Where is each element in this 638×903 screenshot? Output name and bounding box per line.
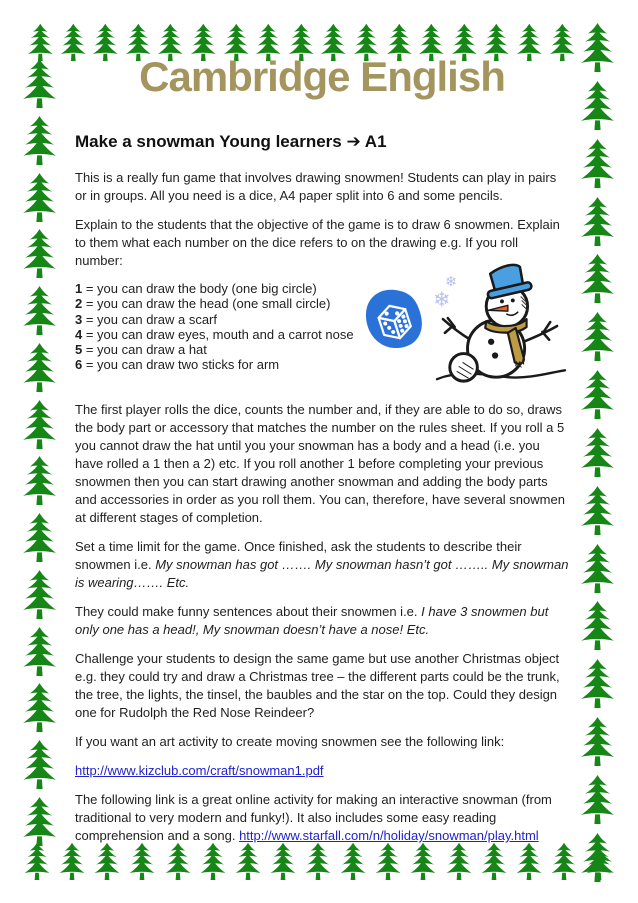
- christmas-tree-icon: [161, 842, 195, 880]
- christmas-tree-icon: [547, 842, 581, 880]
- christmas-tree-icon: [477, 842, 511, 880]
- christmas-tree-icon: [21, 682, 58, 732]
- paragraph-first-player: [75, 401, 569, 527]
- snowflake-icon: ❄: [444, 274, 458, 291]
- dice-rule-number: 6: [75, 357, 83, 373]
- tree-border-right: [579, 22, 616, 882]
- christmas-tree-icon: [21, 796, 58, 846]
- paragraph-funny-sentences: [75, 603, 569, 639]
- blue-dice-illustration: [362, 287, 428, 353]
- paragraph-challenge: [75, 650, 569, 722]
- paragraph-kizclub-link: [75, 762, 569, 780]
- text-run: Explain to the students that the objective of the game is to draw 6 snowmen. Explain to them what each number on the dice refers to on the drawing e.g. If you roll number:: [75, 217, 560, 269]
- paragraph-explain: [75, 216, 569, 270]
- christmas-tree-icon: [90, 842, 124, 880]
- paragraph-art-activity: [75, 733, 569, 751]
- christmas-tree-icon: [125, 842, 159, 880]
- christmas-tree-icon: [21, 228, 58, 278]
- text-run: Set a time limit for the game. Once finished, ask the students to describe their snowmen i.e.: [75, 539, 522, 573]
- dice-rules-block: [75, 274, 569, 385]
- christmas-tree-icon: [579, 774, 616, 824]
- christmas-tree-icon: [196, 842, 230, 880]
- christmas-tree-icon: [579, 196, 616, 246]
- christmas-tree-icon: [371, 842, 405, 880]
- christmas-tree-icon: [21, 455, 58, 505]
- text-run: This is a really fun game that involves drawing snowmen! Students can play in pairs or in groups. All you need is a dice, A4 paper split into 6 and some pencils.: [75, 170, 557, 204]
- text-run: I have 3 snowmen but only one has a head!, My snowman doesn’t have a nose! Etc.: [75, 604, 549, 638]
- christmas-tree-icon: [21, 626, 58, 676]
- christmas-tree-icon: [55, 842, 89, 880]
- document-page: [75, 0, 569, 845]
- christmas-tree-icon: [21, 285, 58, 335]
- christmas-tree-icon: [21, 58, 58, 108]
- christmas-tree-icon: [21, 172, 58, 222]
- christmas-tree-icon: [21, 342, 58, 392]
- text-run: The following link is a great online activity for making an interactive snowman (from traditional to very modern and funky!). It also includes some easy reading comprehension and a song.: [75, 792, 552, 844]
- christmas-tree-icon: [579, 485, 616, 535]
- paragraph-starfall: [75, 791, 569, 845]
- christmas-tree-icon: [579, 253, 616, 303]
- dice-rule-text: = you can draw two sticks for arm: [82, 357, 280, 373]
- paragraph-time-limit: [75, 538, 569, 592]
- christmas-tree-icon: [24, 23, 57, 61]
- christmas-tree-icon: [582, 842, 616, 880]
- dice-rule-text: = you can draw eyes, mouth and a carrot nose: [82, 326, 354, 342]
- christmas-tree-icon: [20, 842, 54, 880]
- dice-rule-number: 3: [75, 311, 83, 327]
- christmas-tree-icon: [336, 842, 370, 880]
- dice-rule-text: = you can draw a scarf: [82, 311, 217, 327]
- dice-rule-number: 1: [75, 281, 83, 297]
- christmas-tree-icon: [301, 842, 335, 880]
- worksheet-heading: Make a snowman Young learners ➔ A1: [75, 132, 387, 152]
- dice-rule-text: = you can draw the body (one big circle): [82, 281, 317, 297]
- christmas-tree-icon: [579, 716, 616, 766]
- christmas-tree-icon: [579, 658, 616, 708]
- christmas-tree-icon: [579, 22, 616, 72]
- tree-border-left: [21, 58, 58, 846]
- hyperlink[interactable]: http://www.starfall.com/n/holiday/snowman/play.html: [239, 828, 539, 844]
- christmas-tree-icon: [21, 512, 58, 562]
- text-run: They could make funny sentences about their snowmen i.e.: [75, 604, 422, 620]
- christmas-tree-icon: [21, 115, 58, 165]
- dice-rule-text: = you can draw the head (one small circle): [82, 296, 331, 312]
- cambridge-english-logo-title: Cambridge English: [139, 53, 505, 100]
- text-run: The first player rolls the dice, counts the number and, if they are able to do so, draws the body part or accessory that matches the number on the rules sheet. If you roll a 5 you cannot draw the hat until you your snowman has a body and a head (i.e. you have rolled a 1 then a 2) etc. If you roll another 1 before completing your previous snowmen then you can start drawing another snowman and adding the body parts and accessories in order as you roll them. You can, therefore, have several snowmen at different stages of completion.: [75, 402, 565, 526]
- christmas-tree-icon: [579, 427, 616, 477]
- text-run: Challenge your students to design the same game but use another Christmas object e.g. they could try and draw a Christmas tree – the different parts could be the trunk, the tree, the lights, the tinsel, the baubles and the star on the top. Could they design one for Rudolph the Red Nose Reindeer?: [75, 651, 560, 721]
- paragraph-intro: [75, 169, 569, 205]
- christmas-tree-icon: [266, 842, 300, 880]
- dice-rule-number: 2: [75, 296, 83, 312]
- dice-rule-number: 4: [75, 326, 83, 342]
- text-run: My snowman has got ……. My snowman hasn’t got …….. My snowman is wearing……. Etc.: [75, 557, 569, 591]
- christmas-tree-icon: [579, 80, 616, 130]
- hyperlink[interactable]: http://www.kizclub.com/craft/snowman1.pdf: [75, 763, 324, 779]
- christmas-tree-icon: [579, 311, 616, 361]
- dice-rule-text: = you can draw a hat: [82, 342, 207, 357]
- christmas-tree-icon: [231, 842, 265, 880]
- christmas-tree-icon: [579, 543, 616, 593]
- christmas-tree-icon: [579, 369, 616, 419]
- christmas-tree-icon: [21, 739, 58, 789]
- christmas-tree-icon: [406, 842, 440, 880]
- snowman-clipart: [431, 263, 569, 389]
- christmas-tree-icon: [442, 842, 476, 880]
- christmas-tree-icon: [21, 399, 58, 449]
- christmas-tree-icon: [579, 138, 616, 188]
- christmas-tree-icon: [21, 569, 58, 619]
- tree-border-bottom: [20, 842, 616, 880]
- christmas-tree-icon: [512, 842, 546, 880]
- dice-rule-number: 5: [75, 342, 83, 357]
- snowflake-icon: ❄: [433, 288, 451, 312]
- christmas-tree-icon: [579, 600, 616, 650]
- text-run: If you want an art activity to create moving snowmen see the following link:: [75, 734, 505, 750]
